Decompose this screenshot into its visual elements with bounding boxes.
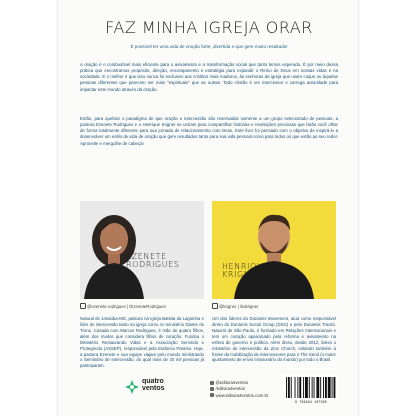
- description-paragraph-2: Então, para quebrar o paradigma de que oração e intercessão são reservadas somente a um grupo selecionado de pessoas, a pastora Ezenete Rodrigues e o Henrique Krigner se uniram para compartilhar histórias e revelações preciosas que farão você olhar de forma totalmente diferente para sua jornada de relacionamento com Deus. Este livro foi pensado com o objetivo de inspirá-lo a desenvolver um estilo de vida de oração que gere resultados tanto para sua vida pessoal como para todos os que estão ao seu redor. Aproveite e mergulhe de cabeça!: [80, 116, 338, 146]
- contact-website: www.editora4ventos.com.br: [210, 393, 268, 399]
- publisher-name: quatro ventos: [142, 378, 165, 392]
- barcode-bar: [303, 377, 304, 398]
- social-handles: @krigner | /itskrigner: [219, 304, 259, 310]
- intro-tagline: É possível ter uma vida de oração forte, divertida e que gere muito resultado!: [130, 44, 288, 49]
- author-last-name: RODRIGUES: [126, 260, 180, 269]
- barcode-bar: [332, 377, 333, 398]
- book-title: FAZ MINHA IGREJA ORAR: [105, 18, 313, 37]
- isbn-barcode: [283, 375, 339, 405]
- barcode-number: 9 786594 107360: [295, 400, 327, 404]
- description-paragraph-1: A oração é o combustível mais eficiente para o avivamento e a transformação social que tanto temos esperado. É por meio dessa prática que encontramos propósito, direção, encorajamento e estratégia para expandir o Reino de Deus em nossas vidas e na sociedade. E o melhor é que isso nunca foi exclusivo aos cristãos mais maduros, às senhoras da igreja que usam coque ou àquelas pessoas diferentes que parecem ser mais "espirituais" que as outras. Todo cristão é um intercessor e carrega autoridade para impactar este mundo através da oração.: [80, 62, 338, 92]
- barcode-bar: [312, 377, 313, 398]
- author-social-henrique: [212, 303, 259, 309]
- barcode-bar: [297, 377, 298, 398]
- author-first-name: EZENETE: [126, 252, 167, 261]
- portrait-illustration: [212, 201, 336, 299]
- barcode-bar: [314, 377, 315, 398]
- author-social-ezenete: [80, 303, 166, 309]
- barcode-bar: [295, 377, 296, 398]
- contact-facebook: /editora4ventos: [210, 386, 268, 392]
- contact-instagram: @editora4ventos: [210, 380, 268, 386]
- publisher-logo: [124, 379, 184, 397]
- barcode-bar: [325, 377, 327, 398]
- globe-icon: [210, 393, 214, 397]
- barcode-bar: [328, 377, 331, 398]
- quatro-ventos-logo-icon: [124, 379, 140, 395]
- barcode-bar: [299, 377, 301, 398]
- barcode-bar: [309, 377, 310, 398]
- barcode-bar: [286, 377, 287, 398]
- book-back-cover: [58, 0, 358, 416]
- portrait-illustration: [80, 201, 204, 299]
- instagram-icon: [210, 381, 214, 385]
- publisher-contacts: [210, 380, 268, 399]
- barcode-bar: [305, 377, 308, 398]
- author-name-henrique: [222, 263, 269, 279]
- social-handles: @ezenete.rodrigues | /EzeneteRodrigues: [87, 304, 166, 310]
- author-name-ezenete: [126, 253, 180, 269]
- barcode-bar: [323, 377, 324, 398]
- barcode-bar: [334, 377, 336, 398]
- barcode-bar: [320, 377, 321, 398]
- facebook-icon: [210, 387, 214, 391]
- author-photo-henrique: [212, 201, 336, 299]
- author-bio-ezenete: Natural de Janaúba-MG, pastora na Igreja Batista da Lagoinha e líder de intercessão tanto na igreja como no ministério Diante do Trono. Casada com Marcos Rodrigues, é mãe de quatro filhos, além dos muitos que considera filhos de coração. Fundou o Ministério Restaurando Vidas e a Associação Servindo e Protegendo (ASSEP), responsável pela Estância Paraíso. Hoje, a pastora Ezenete e sua equipe viajam pelo mundo ministrando o Seminário de Intercessão, do qual mais de 20 mil pessoas já participaram.: [80, 316, 204, 369]
- barcode-bar: [316, 377, 319, 398]
- barcode-bars: [283, 375, 339, 400]
- author-last-name: KRIGNER: [222, 270, 263, 279]
- barcode-bar: [291, 377, 292, 398]
- barcode-bar: [288, 377, 290, 398]
- author-first-name: HENRIQUE: [222, 262, 269, 271]
- author-bio-henrique: Um dos líderes do Dunamis Movement, atua como responsável direto do Dunamis Social Group (DSG) e pelo Dunamis Tracks. Natural de São Paulo, é formado em Relações Internacionais e tem um coração apaixonado pela reforma e avivamento na esfera de governo e política. Além disso, desde 2012, lidera o ministério de intercessão da Zion Church, estando também à frente da mobilização de intercessores para o The Send (o maior ajuntamento de envio missionário do mundo) por todo o Brasil.: [212, 316, 336, 363]
- instagram-icon: [212, 303, 218, 309]
- author-photo-ezenete: [80, 201, 204, 299]
- instagram-icon: [80, 303, 86, 309]
